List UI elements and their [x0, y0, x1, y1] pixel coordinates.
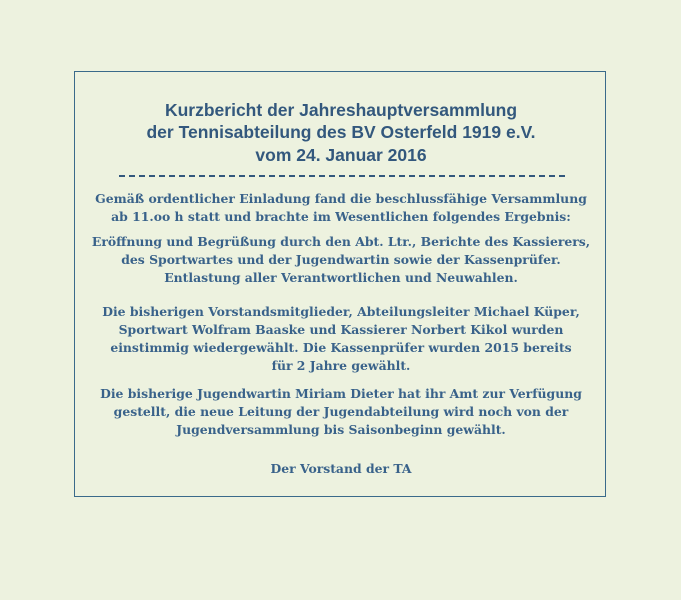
board-line: für 2 Jahre gewählt.	[271, 358, 411, 373]
intro-paragraph	[75, 190, 607, 226]
dashed-divider	[119, 175, 565, 177]
report-notice-box	[74, 71, 606, 497]
youth-line: Die bisherige Jugendwartin Miriam Dieter hat ihr Amt zur Verfügung	[100, 386, 582, 401]
signature: Der Vorstand der TA	[270, 461, 412, 476]
board-line: Sportwart Wolfram Baaske und Kassierer Norbert Kikol wurden	[118, 322, 564, 337]
youth-department-paragraph	[75, 385, 607, 439]
agenda-paragraph	[75, 233, 607, 287]
board-line: einstimmig wiedergewählt. Die Kassenprüfer wurden 2015 bereits	[110, 340, 572, 355]
agenda-line: Entlastung aller Verantwortlichen und Neuwahlen.	[164, 270, 518, 285]
agenda-line: Eröffnung und Begrüßung durch den Abt. Ltr., Berichte des Kassierers,	[91, 234, 591, 249]
report-title-line-2: der Tennisabteilung des BV Osterfeld 1919 e.V.	[146, 122, 536, 142]
report-date-line: vom 24. Januar 2016	[255, 145, 427, 165]
board-line: Die bisherigen Vorstandsmitglieder, Abteilungsleiter Michael Küper,	[102, 304, 580, 319]
youth-line: gestellt, die neue Leitung der Jugendabteilung wird noch von der	[113, 404, 569, 419]
intro-line: Gemäß ordentlicher Einladung fand die beschlussfähige Versammlung	[95, 191, 587, 206]
youth-line: Jugendversammlung bis Saisonbeginn gewählt.	[176, 422, 506, 437]
board-election-paragraph	[75, 303, 607, 375]
agenda-line: des Sportwartes und der Jugendwartin sowie der Kassenprüfer.	[121, 252, 561, 267]
intro-line: ab 11.oo h statt und brachte im Wesentlichen folgendes Ergebnis:	[111, 209, 571, 224]
report-title-line-1: Kurzbericht der Jahreshauptversammlung	[164, 100, 518, 120]
